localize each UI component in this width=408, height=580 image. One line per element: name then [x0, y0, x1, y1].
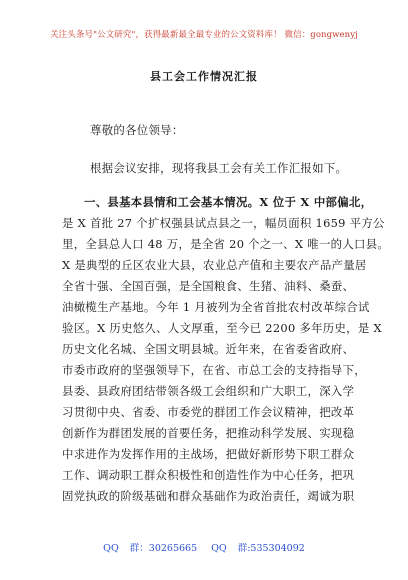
body-line: X 是典型的丘区农业大县，农业总产值和主要农产品产量居 — [62, 258, 367, 272]
document-title: 县工会工作情况汇报 — [150, 70, 258, 83]
body-line: 历史文化名城、全国文明县城。近年来，在省委省政府、 — [62, 342, 355, 356]
body-line: 里，全县总人口 48 万，是全省 20 个之一、X 唯一的人口县。 — [62, 237, 390, 251]
header-note: 关注头条号"公文研究"，获得最新最全最专业的公文资料库！ 微信：gongwenyj — [50, 30, 358, 40]
body-line: 工作、调动职工群众积极性和创造性作为中心任务，把巩 — [62, 468, 355, 482]
body-line: 习贯彻中央、省委、市委党的群团工作会议精神，把改革 — [62, 405, 355, 419]
footer-qq-group-1: QQ 群：30265665 — [103, 543, 198, 554]
body-line: 是 X 首批 27 个扩权强县试点县之一，幅员面积 1659 平方公 — [62, 216, 385, 230]
body-line: 中求进作为发挥作用的主战场，把做好新形势下职工群众 — [62, 447, 355, 461]
footer-contact — [0, 540, 408, 554]
body-line: 固党执政的阶级基础和群众基础作为政治责任，竭诚为职 — [62, 489, 355, 503]
body-line: 全省十强、全国百强，是全国粮食、生猪、油料、桑蚕、 — [62, 279, 355, 293]
body-line: 创新作为群团发展的首要任务，把推动科学发展、实现稳 — [62, 426, 355, 440]
body-line: 市委市政府的坚强领导下，在省、市总工会的支持指导下， — [62, 363, 366, 377]
footer-qq-group-2: QQ 群:535304092 — [211, 543, 305, 554]
body-line: 油橄榄生产基地。今年 1 月被列为全省首批农村改革综合试 — [62, 300, 370, 314]
intro-paragraph: 根据会议安排，现将我县工会有关工作汇报如下。 — [90, 161, 348, 175]
body-line: 县委、县政府团结带领各级工会组织和广大职工，深入学 — [62, 384, 355, 398]
body-line: 验区。X 历史悠久、人文厚重，至今已 2200 多年历史，是 X — [62, 321, 382, 335]
salutation: 尊敬的各位领导： — [90, 123, 184, 137]
body-line: 一、县基本县情和工会基本情况。X 位于 X 中部偏北， — [84, 195, 373, 209]
